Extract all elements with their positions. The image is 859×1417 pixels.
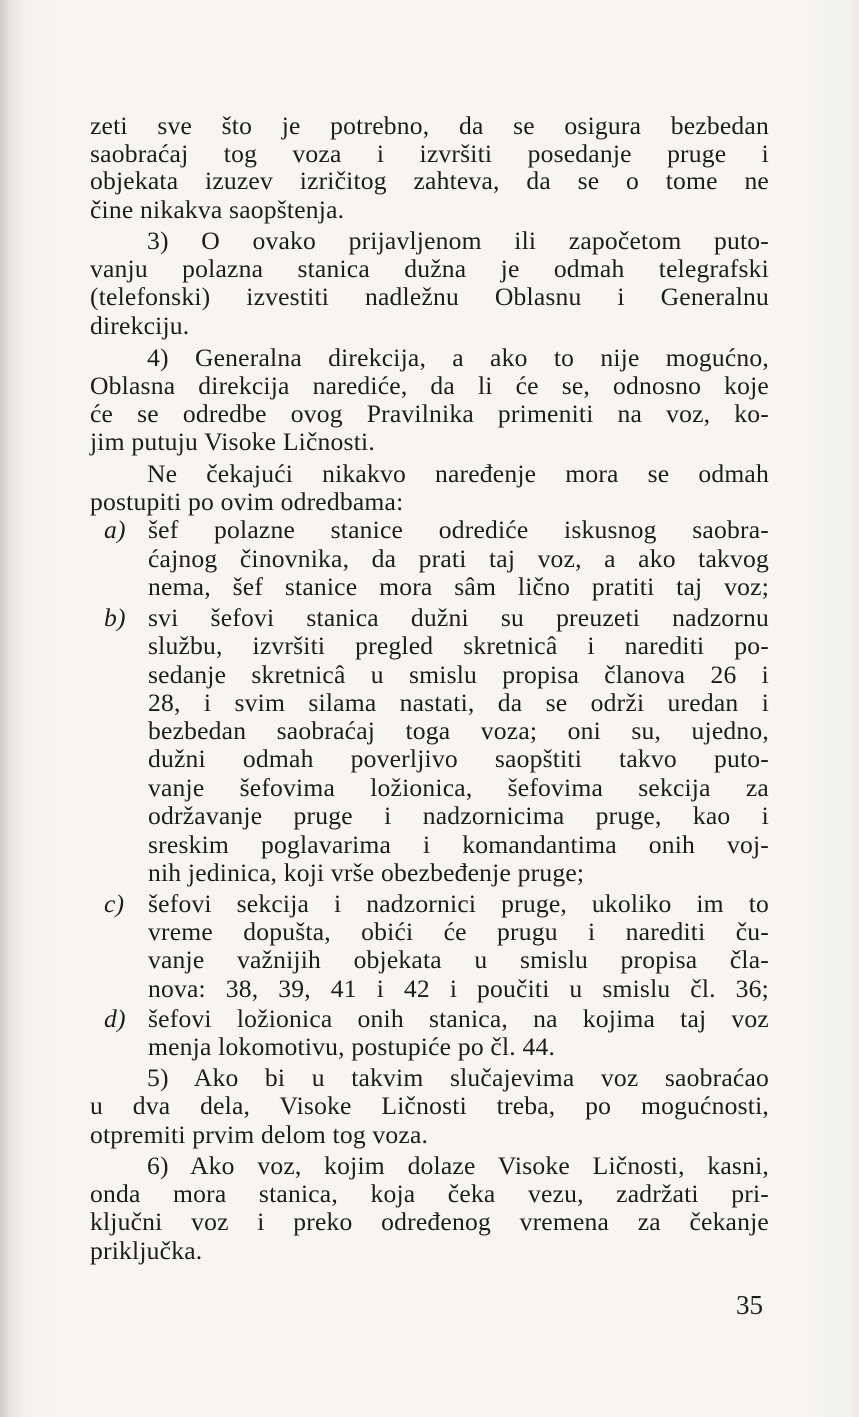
text-line [90, 312, 769, 340]
line-text: ključni voz i preko određenog vremena za čekanje [90, 1208, 769, 1236]
line-text: ćajnog činovnika, da prati taj voz, a ako takvog [148, 545, 769, 573]
text-line [90, 1033, 769, 1061]
text-line [90, 975, 769, 1003]
line-text: nova: 38, 39, 41 i 42 i poučiti u smislu čl. 36; [148, 975, 769, 1003]
line-text: vanje šefovima ložionica, šefovima sekcija za [148, 774, 769, 802]
line-text: sedanje skretnicâ u smislu propisa članova 26 i [148, 661, 769, 689]
list-item-label: d) [104, 1005, 126, 1033]
text-line [90, 1064, 769, 1092]
line-text: u dva dela, Visoke Ličnosti treba, po mogućnosti, [90, 1092, 769, 1120]
text-line [90, 112, 769, 140]
line-text: službu, izvršiti pregled skretnicâ i narediti po- [148, 632, 769, 660]
text-line [90, 745, 769, 773]
line-text: dužni odmah poverljivo saopštiti takvo puto- [148, 745, 769, 773]
page-number: 35 [736, 1290, 763, 1320]
text-line [90, 604, 769, 632]
line-text: 4) Generalna direkcija, a ako to nije mogućno, [147, 344, 769, 372]
list-item-label: c) [104, 890, 125, 918]
line-text: šefovi ložionica onih stanica, na kojima taj voz [148, 1005, 769, 1033]
line-text: šef polazne stanice odrediće iskusnog saobra- [148, 516, 769, 544]
line-text: održavanje pruge i nadzornicima pruge, kao i [148, 802, 769, 830]
text-line [90, 344, 769, 372]
text-line [90, 283, 769, 311]
line-text: čine nikakva saopštenja. [90, 195, 345, 224]
line-text: direkciju. [90, 311, 190, 340]
list-item-label: a) [104, 516, 126, 544]
text-line [90, 802, 769, 830]
list-item-label: b) [104, 604, 126, 632]
line-text: menja lokomotivu, postupiće po čl. 44. [148, 1032, 556, 1061]
line-text: vreme dopušta, obići će prugu i narediti ču- [148, 918, 769, 946]
text-line [90, 255, 769, 283]
text-line [90, 227, 769, 255]
line-text: 28, i svim silama nastati, da se održi uredan i [148, 689, 769, 717]
text-line [90, 689, 769, 717]
text-line [90, 140, 769, 168]
line-text: sreskim poglavarima i komandantima onih voj- [148, 831, 769, 859]
line-text: nema, šef stanice mora sâm lično pratiti taj voz; [148, 573, 769, 601]
line-text: Oblasna direkcija narediće, da li će se, odnosno koje [90, 372, 769, 400]
line-text: saobraćaj tog voza i izvršiti posedanje pruge i [90, 140, 769, 168]
text-line [90, 196, 769, 224]
text-line [90, 488, 769, 516]
text-line [90, 661, 769, 689]
line-text: (telefonski) izvestiti nadležnu Oblasnu i Generalnu [90, 283, 769, 311]
text-line [90, 890, 769, 918]
line-text: postupiti po ovim odredbama: [90, 487, 404, 516]
text-line [90, 946, 769, 974]
line-text: priključka. [90, 1236, 203, 1265]
line-text: vanje važnijih objekata u smislu propisa čla- [148, 946, 769, 974]
text-line [90, 1005, 769, 1033]
line-text: 3) O ovako prijavljenom ili započetom puto- [147, 227, 769, 255]
text-line [90, 573, 769, 601]
text-line [90, 1121, 769, 1149]
text-line [90, 774, 769, 802]
text-line [90, 460, 769, 488]
text-line [90, 859, 769, 887]
text-line [90, 1237, 769, 1265]
text-line [90, 717, 769, 745]
line-text: 5) Ako bi u takvim slučajevima voz saobraćao [147, 1064, 769, 1092]
line-text: onda mora stanica, koja čeka vezu, zadržati pri- [90, 1180, 769, 1208]
text-line [90, 1180, 769, 1208]
text-line [90, 400, 769, 428]
text-line [90, 167, 769, 195]
line-text: zeti sve što je potrebno, da se osigura bezbedan [90, 112, 769, 140]
line-text: će se odredbe ovog Pravilnika primeniti na voz, ko- [90, 400, 769, 428]
text-line [90, 428, 769, 456]
line-text: svi šefovi stanica dužni su preuzeti nadzornu [148, 604, 769, 632]
text-line [90, 1152, 769, 1180]
line-text: bezbedan saobraćaj toga voza; oni su, ujedno, [148, 717, 769, 745]
line-text: nih jedinica, koji vrše obezbeđenje pruge; [148, 858, 585, 887]
text-line [90, 831, 769, 859]
text-line [90, 918, 769, 946]
line-text: 6) Ako voz, kojim dolaze Visoke Ličnosti, kasni, [147, 1152, 769, 1180]
line-text: Ne čekajući nikakvo naređenje mora se odmah [147, 460, 769, 488]
text-line [90, 1208, 769, 1236]
text-line [90, 545, 769, 573]
line-text: objekata izuzev izričitog zahteva, da se o tome ne [90, 167, 769, 195]
line-text: šefovi sekcija i nadzornici pruge, ukoliko im to [148, 890, 769, 918]
line-text: otpremiti prvim delom tog voza. [90, 1120, 429, 1149]
text-line [90, 516, 769, 544]
text-line [90, 632, 769, 660]
text-line [90, 1092, 769, 1120]
text-line [90, 372, 769, 400]
line-text: jim putuju Visoke Ličnosti. [90, 427, 375, 456]
line-text: vanju polazna stanica dužna je odmah telegrafski [90, 255, 769, 283]
